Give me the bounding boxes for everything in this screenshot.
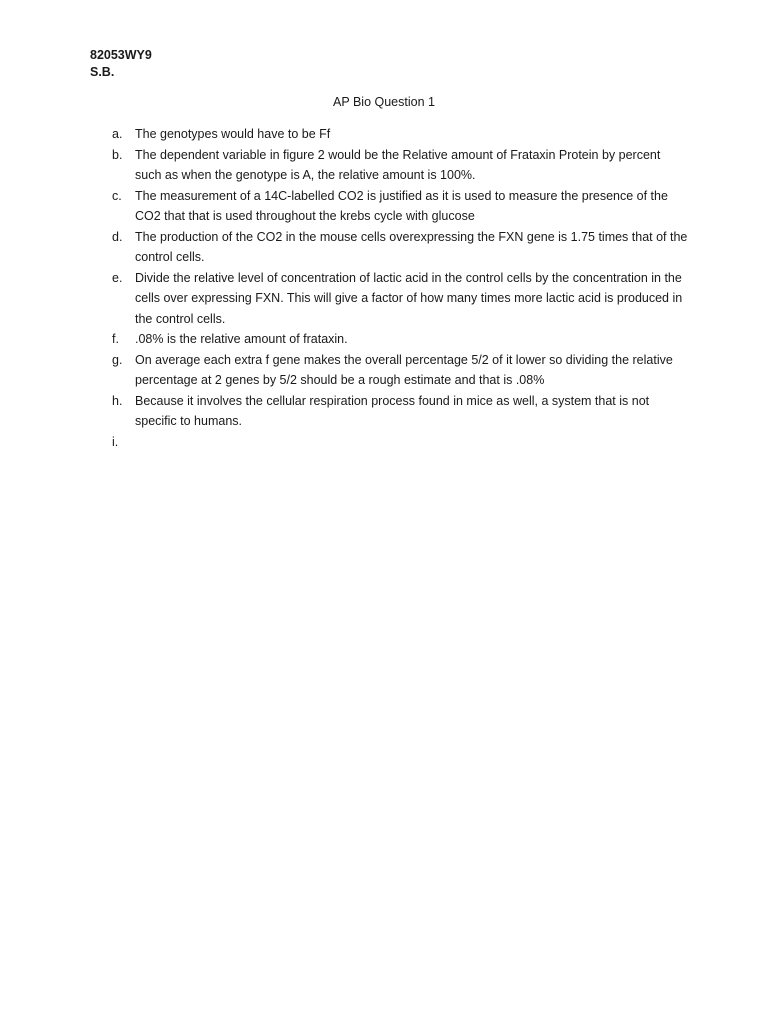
answer-item-d bbox=[90, 227, 690, 268]
answer-list bbox=[90, 124, 690, 452]
answer-item-f bbox=[90, 329, 690, 350]
answer-letter: f. bbox=[112, 332, 119, 346]
answer-item-i bbox=[90, 432, 690, 453]
student-initials: S.B. bbox=[90, 65, 115, 79]
answer-text: The dependent variable in figure 2 would be the Relative amount of Frataxin Protein by percent such as when the genotype is A, the relative amount is 100%. bbox=[135, 147, 661, 182]
answer-text: .08% is the relative amount of frataxin. bbox=[135, 332, 348, 346]
answer-item-g bbox=[90, 350, 690, 391]
answer-item-e bbox=[90, 268, 690, 330]
student-id: 82053WY9 bbox=[90, 48, 152, 62]
answer-letter: g. bbox=[112, 352, 123, 367]
header-block bbox=[90, 47, 152, 81]
answer-text: Because it involves the cellular respiration process found in mice as well, a system that is not specific to humans. bbox=[135, 393, 650, 428]
answer-item-a bbox=[90, 124, 690, 145]
answer-letter: h. bbox=[112, 393, 123, 408]
page-title: AP Bio Question 1 bbox=[333, 95, 435, 109]
answer-letter: d. bbox=[112, 229, 123, 244]
answer-text: Divide the relative level of concentration of lactic acid in the control cells by the concentration in the cells over expressing FXN. This will give a factor of how many times more lactic acid is produced in the control cells. bbox=[135, 270, 683, 326]
answer-letter: b. bbox=[112, 147, 123, 162]
answer-text: The measurement of a 14C-labelled CO2 is justified as it is used to measure the presence of the CO2 that that is used throughout the krebs cycle with glucose bbox=[135, 188, 668, 223]
answer-letter: c. bbox=[112, 188, 122, 203]
answer-text: The genotypes would have to be Ff bbox=[135, 127, 331, 141]
answer-text: On average each extra f gene makes the overall percentage 5/2 of it lower so dividing the relative percentage at 2 genes by 5/2 should be a rough estimate and that is .08% bbox=[135, 352, 673, 387]
answer-item-h bbox=[90, 391, 690, 432]
answer-text bbox=[135, 432, 690, 453]
answer-letter: a. bbox=[112, 127, 123, 141]
answer-item-b bbox=[90, 145, 690, 186]
answer-item-c bbox=[90, 186, 690, 227]
answer-text: The production of the CO2 in the mouse cells overexpressing the FXN gene is 1.75 times that of the control cells. bbox=[135, 229, 688, 264]
answer-letter: i. bbox=[112, 434, 119, 449]
answer-letter: e. bbox=[112, 270, 123, 285]
